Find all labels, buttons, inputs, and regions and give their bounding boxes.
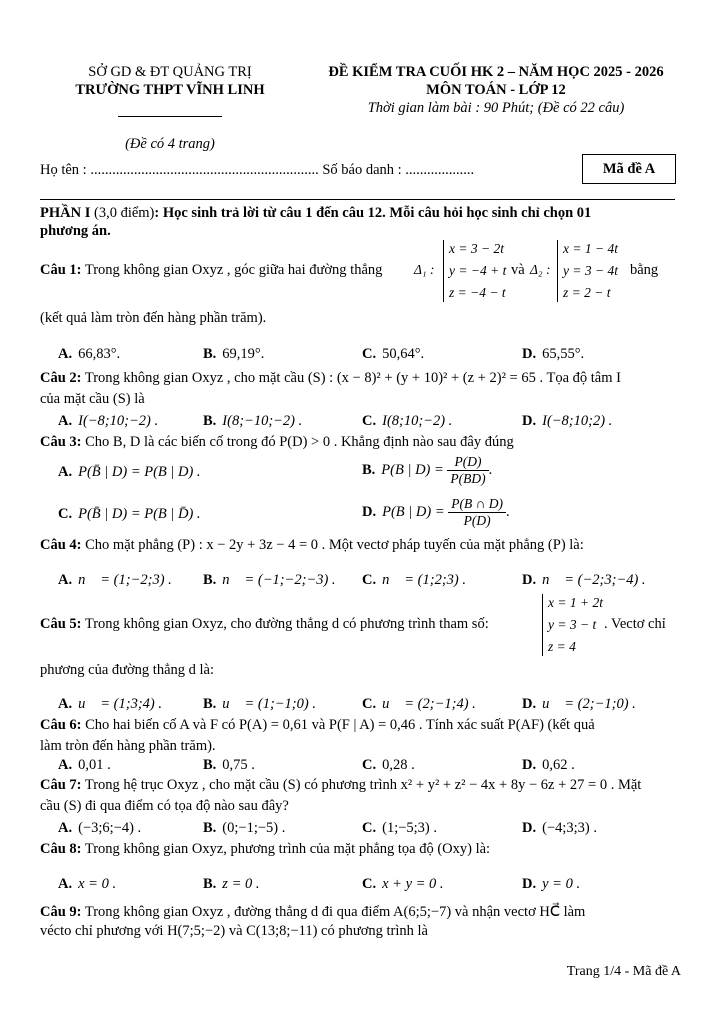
q7-label: Câu 7: (40, 777, 82, 793)
q8-option-b[interactable]: B. z = 0 . (203, 876, 260, 892)
q5-option-c[interactable]: C. u⃗ = (2;−1;4) . (362, 696, 476, 712)
q6-option-b[interactable]: B. 0,75 . (203, 757, 255, 773)
section-heading (40, 205, 591, 222)
q5-text (40, 616, 489, 633)
q1-label: Câu 1: (40, 262, 82, 278)
q4-label: Câu 4: (40, 537, 82, 553)
section-instruction-2: phương án. (40, 223, 111, 239)
q4-option-d[interactable]: D. n⃗ = (−2;3;−4) . (522, 572, 646, 588)
q7-stem: Trong hệ trục Oxyz , cho mặt cầu (S) có phương trình x² + y² + z² − 4x + 8y − 6z + 27 = 0 . Mặt (81, 777, 642, 793)
q1-d1-name: Δ₁ : (414, 262, 435, 277)
q6-option-c[interactable]: C. 0,28 . (362, 757, 415, 773)
q3-option-b-fraction: $\frac{P(D)}{P(BD)}$ (447, 454, 488, 487)
q7-option-a[interactable]: A. (−3;6;−4) . (58, 820, 142, 836)
q5-stem: Trong không gian Oxyz, cho đường thẳng d có phương trình tham số: (81, 616, 489, 632)
q1-d1-system (449, 238, 506, 304)
section-points: (3,0 điểm) (90, 205, 155, 221)
q8-option-c[interactable]: C. x + y = 0 . (362, 876, 444, 892)
q2-option-c[interactable]: C. I(8;10;−2) . (362, 413, 453, 429)
q5-y: y = 3 − t (548, 617, 597, 632)
q1-d1-z: z = −4 − t (449, 285, 506, 300)
name-line: Họ tên : ............................................................... Số báo danh : ................... (40, 162, 475, 178)
q1-d2-z: z = 2 − t (563, 285, 611, 300)
q9-text (40, 904, 585, 921)
q3-option-a[interactable]: A. P(B̄ | D) = P(B | D) . (58, 464, 201, 480)
q4-option-b[interactable]: B. n⃗ = (−1;−2;−3) . (203, 572, 336, 588)
q1-option-c[interactable]: C. 50,64°. (362, 346, 425, 362)
q8-option-d[interactable]: D. y = 0 . (522, 876, 581, 892)
q2-stem: Trong không gian Oxyz , cho mặt cầu (S) : (x − 8)² + (y + 10)² + (z + 2)² = 65 . Tọa độ tâm I (81, 370, 621, 386)
q9-text-2: vécto chỉ phương với H(7;5;−2) và C(13;8;−11) có phương trình là (40, 923, 428, 939)
page-count-note: (Đề có 4 trang) (125, 136, 215, 152)
q1-text (40, 262, 382, 279)
subject-title: MÔN TOÁN - LỚP 12 (426, 82, 566, 98)
header-divider (118, 116, 222, 117)
q1-stem: Trong không gian Oxyz , góc giữa hai đường thẳng (81, 262, 383, 278)
q2-label: Câu 2: (40, 370, 82, 386)
q5-label: Câu 5: (40, 616, 82, 632)
q1-d1-x: x = 3 − 2t (449, 241, 504, 256)
q1-d2-brace (557, 240, 558, 302)
q4-option-a[interactable]: A. n⃗ = (1;−2;3) . (58, 572, 172, 588)
q8-option-a[interactable]: A. x = 0 . (58, 876, 117, 892)
time-note: Thời gian làm bài : 90 Phút; (Đề có 22 câu) (367, 100, 625, 116)
q2-option-d[interactable]: D. I(−8;10;2) . (522, 413, 613, 429)
q1-d2-y: y = 3 − 4t (563, 263, 618, 278)
q3-label: Câu 3: (40, 434, 82, 450)
q9-label: Câu 9: (40, 904, 82, 920)
q1-and: và (511, 262, 525, 278)
q1-d2-name: Δ₂ : (530, 262, 551, 277)
q1-option-b[interactable]: B. 69,19°. (203, 346, 265, 362)
q1-d1-brace (443, 240, 444, 302)
school-dept: SỞ GD & ĐT QUẢNG TRỊ (88, 64, 252, 80)
q5-option-a[interactable]: A. u⃗ = (1;3;4) . (58, 696, 162, 712)
q1-d1-y: y = −4 + t (449, 263, 507, 278)
q3-option-b[interactable]: B. P(B | D) = $\frac{P(D)}{P(BD)}$ . (362, 454, 493, 486)
q7-option-c[interactable]: C. (1;−5;3) . (362, 820, 438, 836)
q7-option-d[interactable]: D. (−4;3;3) . (522, 820, 598, 836)
section-divider (40, 199, 675, 200)
q4-option-c[interactable]: C. n⃗ = (1;2;3) . (362, 572, 466, 588)
q6-text-2: làm tròn đến hàng phần trăm). (40, 738, 216, 754)
q6-label: Câu 6: (40, 717, 82, 733)
exam-title: ĐỀ KIỂM TRA CUỐI HK 2 – NĂM HỌC 2025 - 2026 (328, 64, 664, 80)
q1-tail: bằng (630, 262, 659, 278)
q7-option-b[interactable]: B. (0;−1;−5) . (203, 820, 286, 836)
q4-stem: Cho mặt phẳng (P) : x − 2y + 3z − 4 = 0 . Một vectơ pháp tuyến của mặt phẳng (P) là: (81, 537, 584, 553)
section-title: PHẦN I (40, 205, 91, 221)
q4-text (40, 537, 584, 554)
q5-tail: . Vectơ chỉ (604, 616, 666, 632)
q5-brace (542, 594, 543, 656)
q5-option-b[interactable]: B. u⃗ = (1;−1;0) . (203, 696, 316, 712)
q6-option-d[interactable]: D. 0,62 . (522, 757, 575, 773)
q3-option-c[interactable]: C. P(B̄ | D) = P(B | D̄) . (58, 506, 201, 522)
q8-stem: Trong không gian Oxyz, phương trình của mặt phẳng tọa độ (Oxy) là: (81, 841, 491, 857)
q2-option-a[interactable]: A. I(−8;10;−2) . (58, 413, 159, 429)
q5-system (548, 592, 603, 658)
q5-text-2: phương của đường thẳng d là: (40, 662, 215, 678)
q5-x: x = 1 + 2t (548, 595, 603, 610)
section-instruction: : Học sinh trả lời từ câu 1 đến câu 12. Mỗi câu hỏi học sinh chỉ chọn 01 (154, 205, 592, 221)
page-footer: Trang 1/4 - Mã đề A (566, 964, 681, 979)
q3-option-d-fraction: $\frac{P(B \cap D)}{P(D)}$ (448, 496, 506, 529)
q7-text-2: cầu (S) đi qua điểm có tọa độ nào sau đây? (40, 798, 289, 814)
q3-text (40, 434, 514, 451)
q6-text (40, 717, 595, 734)
exam-code-box: Mã đề A (582, 154, 676, 184)
q7-text (40, 777, 641, 794)
q9-stem: Trong không gian Oxyz , đường thẳng d đi qua điểm A(6;5;−7) và nhận vectơ HC⃗ làm (81, 904, 586, 920)
school-name: TRƯỜNG THPT VĨNH LINH (75, 82, 265, 98)
q1-option-a[interactable]: A. 66,83°. (58, 346, 121, 362)
q8-label: Câu 8: (40, 841, 82, 857)
q1-option-d[interactable]: D. 65,55°. (522, 346, 585, 362)
q1-note: (kết quả làm tròn đến hàng phần trăm). (40, 310, 267, 326)
q6-option-a[interactable]: A. 0,01 . (58, 757, 111, 773)
q5-option-d[interactable]: D. u⃗ = (2;−1;0) . (522, 696, 636, 712)
q5-z: z = 4 (548, 639, 576, 654)
q3-option-d[interactable]: D. P(B | D) = $\frac{P(B \cap D)}{P(D)}$ . (362, 496, 510, 528)
q2-text (40, 370, 621, 387)
q1-d2-system (563, 238, 618, 304)
q2-text-2: của mặt cầu (S) là (40, 391, 145, 407)
q1-d2-x: x = 1 − 4t (563, 241, 618, 256)
q3-stem: Cho B, D là các biến cố trong đó P(D) > 0 . Khẳng định nào sau đây đúng (81, 434, 514, 450)
q2-option-b[interactable]: B. I(8;−10;−2) . (203, 413, 303, 429)
q8-text (40, 841, 490, 858)
q6-stem: Cho hai biến cố A và F có P(A) = 0,61 và P(F | A) = 0,46 . Tính xác suất P(AF) (kết quả (81, 717, 595, 733)
